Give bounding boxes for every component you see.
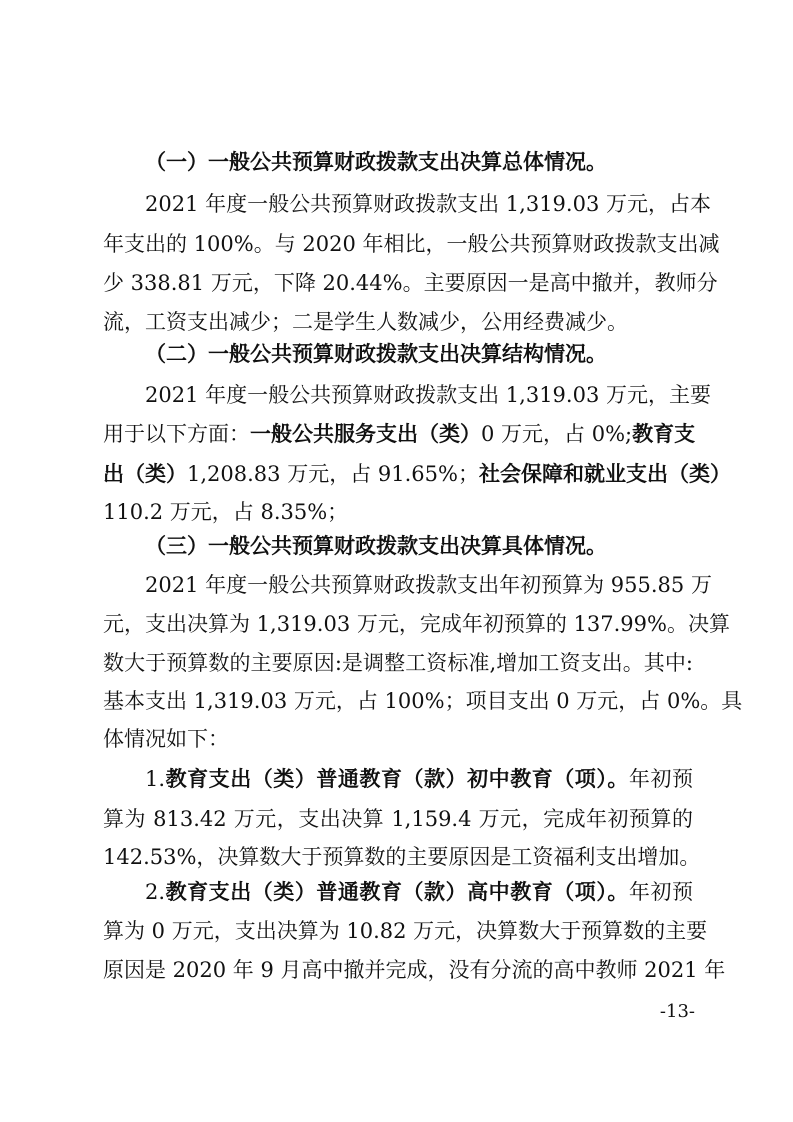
- paragraph-line: 2021 年度一般公共预算财政拨款支出 1,319.03 万元，主要: [145, 383, 711, 407]
- bold-category: 教育支出（类）普通教育（款）初中教育（项）。: [165, 767, 629, 791]
- bold-category: 教育支出（类）普通教育（款）高中教育（项）。: [165, 880, 629, 904]
- paragraph-line: 体情况如下：: [103, 727, 229, 751]
- bold-category: 出（类）: [103, 462, 187, 486]
- item-2-heading-line: [145, 878, 693, 906]
- section-1-heading: （一）一般公共预算财政拨款支出决算总体情况。: [145, 150, 607, 174]
- paragraph-line: [103, 420, 696, 448]
- item-number: 2.: [145, 880, 166, 904]
- text-segment: 1,208.83 万元，占 91.65%；: [187, 462, 479, 486]
- text-segment: 年初预: [628, 880, 693, 904]
- section-3-heading: （三）一般公共预算财政拨款支出决算具体情况。: [145, 534, 607, 558]
- paragraph-line: 基本支出 1,319.03 万元，占 100%；项目支出 0 万元，占 0%。具: [103, 689, 743, 713]
- text-segment: 0 万元，占 0%;: [481, 422, 633, 446]
- paragraph-line: 年支出的 100%。与 2020 年相比，一般公共预算财政拨款支出减: [103, 232, 720, 256]
- text-segment: 年初预: [628, 767, 693, 791]
- paragraph-line: 2021 年度一般公共预算财政拨款支出年初预算为 955.85 万: [145, 573, 712, 597]
- item-number: 1.: [145, 767, 166, 791]
- paragraph-line: 算为 0 万元，支出决算为 10.82 万元，决算数大于预算数的主要: [103, 919, 708, 943]
- bold-category: 一般公共服务支出（类）: [250, 422, 481, 446]
- paragraph-line: 算为 813.42 万元，支出决算 1,159.4 万元，完成年初预算的: [103, 807, 693, 831]
- paragraph-line: 数大于预算数的主要原因:是调整工资标准,增加工资支出。其中:: [103, 651, 693, 675]
- paragraph-line: [103, 460, 731, 488]
- bold-category: 社会保障和就业支出（类）: [478, 462, 731, 486]
- section-2-heading: （二）一般公共预算财政拨款支出决算结构情况。: [145, 342, 607, 366]
- page-number: -13-: [659, 1001, 695, 1022]
- paragraph-line: 元，支出决算为 1,319.03 万元，完成年初预算的 137.99%。决算: [103, 612, 730, 636]
- paragraph-line: 110.2 万元，占 8.35%；: [103, 500, 349, 524]
- item-1-heading-line: [145, 765, 693, 793]
- paragraph-line: 2021 年度一般公共预算财政拨款支出 1,319.03 万元，占本: [145, 192, 711, 216]
- paragraph-line: 原因是 2020 年 9 月高中撤并完成，没有分流的高中教师 2021 年: [103, 958, 726, 982]
- text-segment: 用于以下方面：: [103, 422, 250, 446]
- bold-category: 教育支: [632, 422, 696, 446]
- paragraph-line: 142.53%，决算数大于预算数的主要原因是工资福利支出增加。: [103, 845, 701, 869]
- paragraph-line: 少 338.81 万元，下降 20.44%。主要原因一是高中撤并，教师分: [103, 271, 718, 295]
- paragraph-line: 流，工资支出减少；二是学生人数减少，公用经费减少。: [103, 310, 628, 334]
